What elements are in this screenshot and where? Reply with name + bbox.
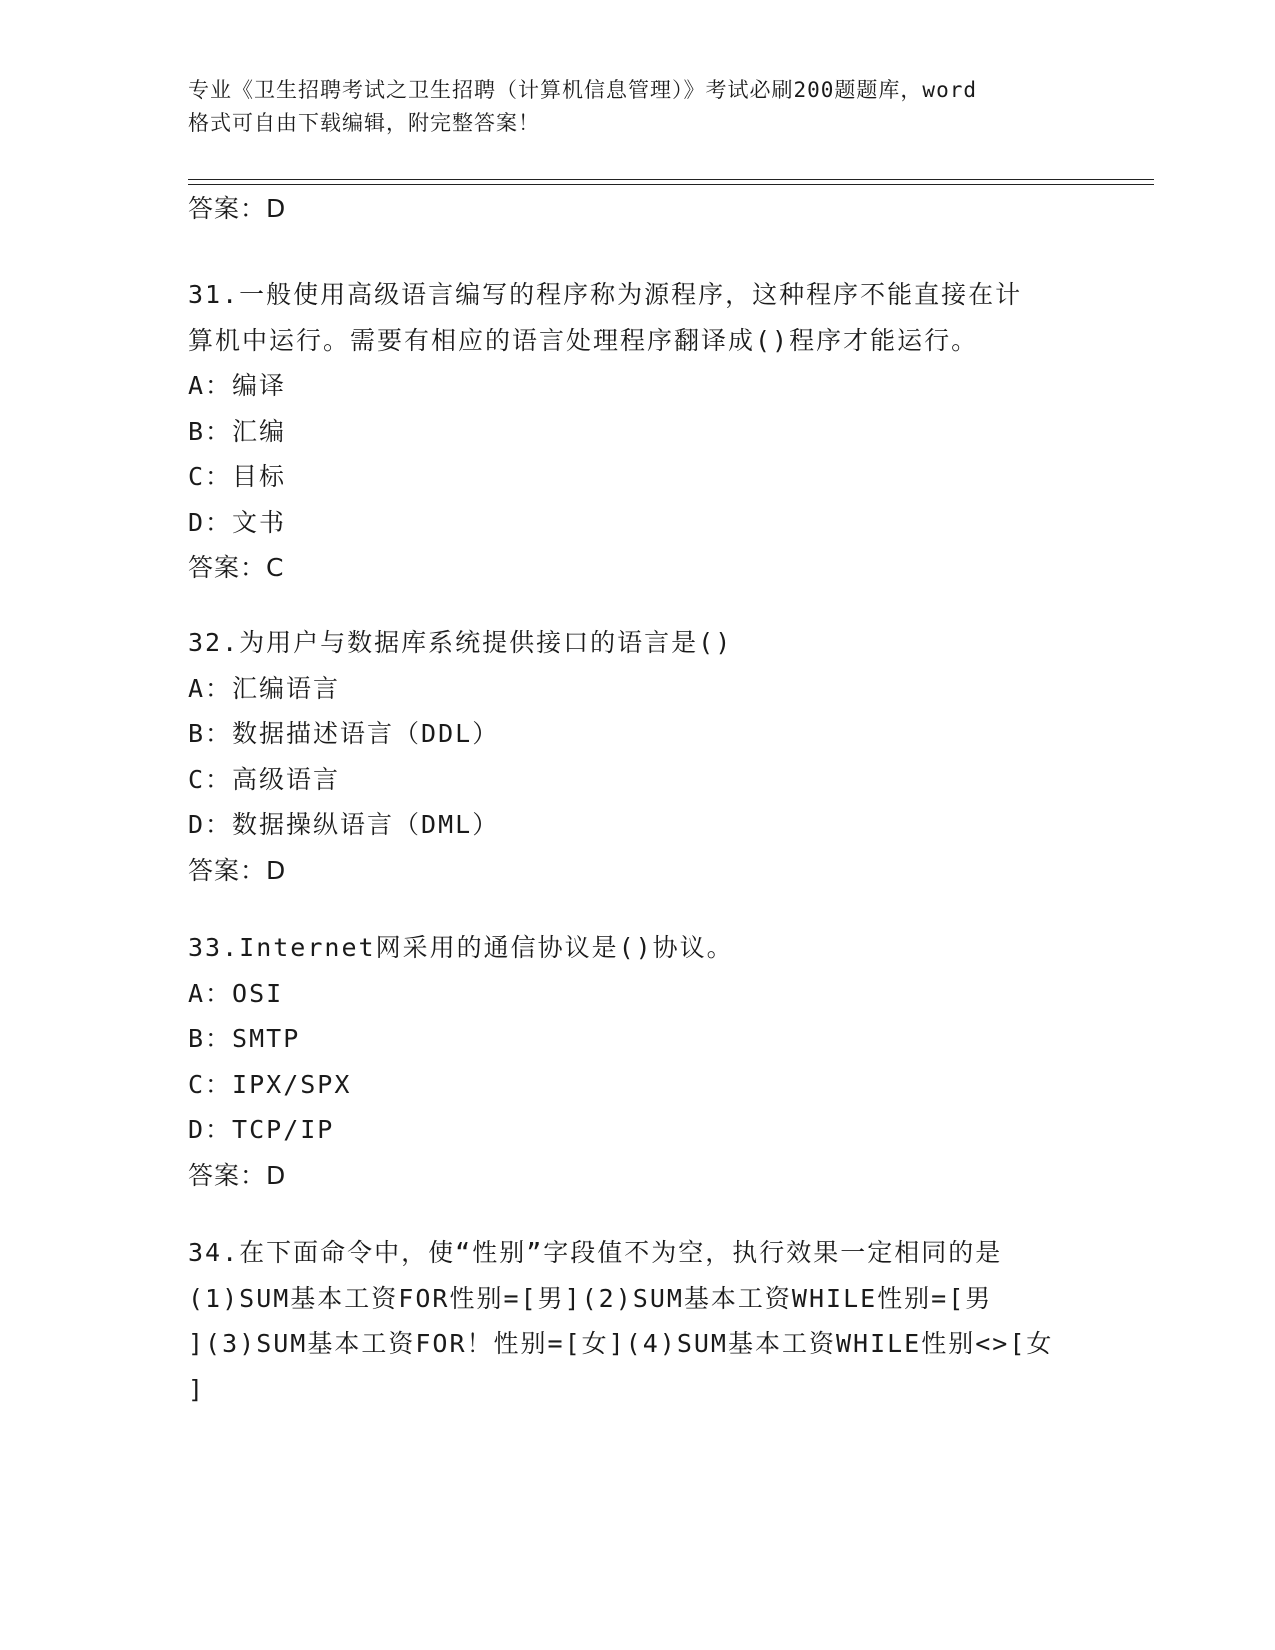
answer-text: 答案：D xyxy=(188,1160,287,1190)
question-stem-line: 34.在下面命令中，使“性别”字段值不为空，执行效果一定相同的是 xyxy=(188,1238,1003,1267)
question-stem-line: 31.一般使用高级语言编写的程序称为源程序，这种程序不能直接在计 xyxy=(188,280,1023,309)
option-b: B：汇编 xyxy=(188,416,287,446)
option-a: A：汇编语言 xyxy=(188,673,341,703)
answer-text: 答案：D xyxy=(188,194,287,223)
previous-answer-block xyxy=(188,186,1088,232)
answer-text: 答案：C xyxy=(188,553,285,582)
question-stem-line: ] xyxy=(188,1374,206,1404)
option-d: D：数据操纵语言（DML） xyxy=(188,810,500,839)
question-stem-line: (1)SUM基本工资FOR性别=[男](2)SUM基本工资WHILE性别=[男 xyxy=(188,1283,993,1313)
header-rule-bottom xyxy=(188,184,1154,185)
question-31 xyxy=(188,272,1088,591)
option-c: C：高级语言 xyxy=(188,764,341,794)
option-a: A：编译 xyxy=(188,371,287,400)
question-32 xyxy=(188,620,1088,893)
option-a: A：OSI xyxy=(188,978,284,1008)
header-line-2: 格式可自由下载编辑，附完整答案！ xyxy=(188,111,540,135)
question-stem-line: 33.Internet网采用的通信协议是()协议。 xyxy=(188,933,734,962)
answer-text: 答案：D xyxy=(188,855,287,885)
question-34 xyxy=(188,1230,1088,1412)
option-d: D：TCP/IP xyxy=(188,1115,335,1144)
question-33 xyxy=(188,925,1088,1198)
option-b: B：SMTP xyxy=(188,1024,301,1053)
option-c: C：IPX/SPX xyxy=(188,1069,352,1099)
option-b: B：数据描述语言（DDL） xyxy=(188,719,500,748)
document-header xyxy=(188,74,1088,140)
header-line-1: 专业《卫生招聘考试之卫生招聘（计算机信息管理）》考试必刷200题题库，word xyxy=(188,78,977,102)
option-d: D：文书 xyxy=(188,507,287,537)
option-c: C：目标 xyxy=(188,462,287,491)
question-stem-line: 32.为用户与数据库系统提供接口的语言是() xyxy=(188,628,733,657)
header-rule-top xyxy=(188,179,1154,180)
question-stem-line: ](3)SUM基本工资FOR！性别=[女](4)SUM基本工资WHILE性别<>[女 xyxy=(188,1329,1054,1358)
question-stem-line: 算机中运行。需要有相应的语言处理程序翻译成()程序才能运行。 xyxy=(188,325,979,355)
